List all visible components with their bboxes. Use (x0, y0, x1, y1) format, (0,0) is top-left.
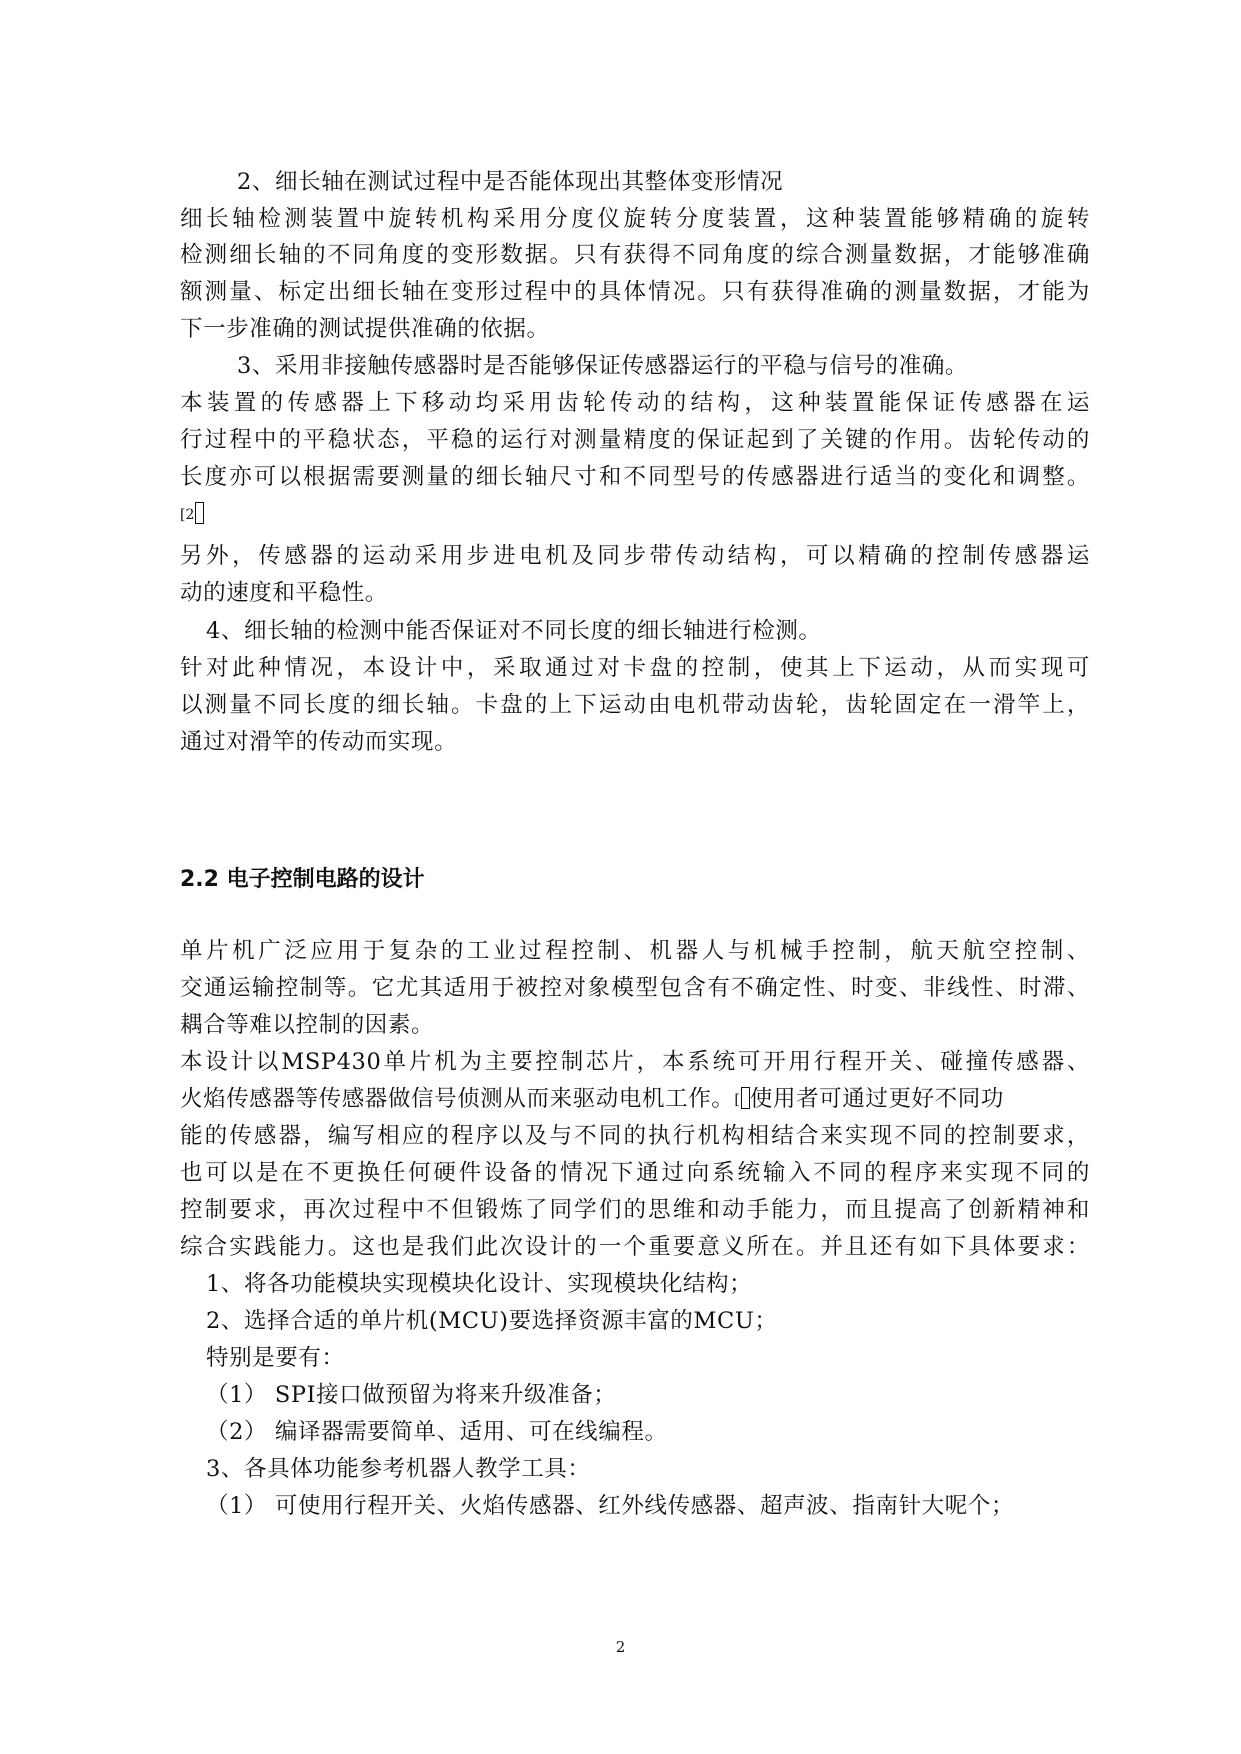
paragraph-segment: 火焰传感器等传感器做信号侦测从而来驱动电机工作。 (180, 1086, 735, 1112)
list-item: 3、各具体功能参考机器人教学工具： (206, 1456, 591, 1482)
paragraph-line: 检测细长轴的不同角度的变形数据。只有获得不同角度的综合测量数据，才能够准确 (180, 242, 1090, 268)
citation-reference (180, 499, 204, 530)
paragraph-line: 耦合等难以控制的因素。 (180, 1012, 435, 1038)
paragraph-line: 综合实践能力。这也是我们此次设计的一个重要意义所在。并且还有如下具体要求： (180, 1234, 1090, 1260)
section-heading: 2.2 电子控制电路的设计 (180, 867, 425, 892)
paragraph-line: 单片机广泛应用于复杂的工业过程控制、机器人与机械手控制，航天航空控制、 (180, 938, 1090, 964)
paragraph-segment: 使用者可通过更好不同功 (749, 1086, 1004, 1112)
paragraph-line: 能的传感器，编写相应的程序以及与不同的执行机构相结合来实现不同的控制要求， (180, 1123, 1090, 1149)
paragraph-line: 额测量、标定出细长轴在变形过程中的具体情况。只有获得准确的测量数据，才能为 (180, 279, 1090, 305)
paragraph-line: 交通运输控制等。它尤其适用于被控对象模型包含有不确定性、时变、非线性、时滞、 (180, 975, 1090, 1001)
paragraph-line-with-citation (180, 1084, 1004, 1115)
paragraph-line: 通过对滑竿的传动而实现。 (180, 729, 458, 755)
paragraph-line: 细长轴检测装置中旋转机构采用分度仪旋转分度装置，这种装置能够精确的旋转 (180, 206, 1090, 232)
list-item: （1） SPI接口做预留为将来升级准备； (206, 1382, 617, 1408)
page-number: 2 (615, 1638, 626, 1656)
citation-mark: [ (734, 1092, 740, 1108)
list-item: （1） 可使用行程开关、火焰传感器、红外线传感器、超声波、指南针大呢个； (206, 1493, 1015, 1519)
list-item: （2） 编译器需要简单、适用、可在线编程。 (206, 1419, 668, 1445)
paragraph-line: 也可以是在不更换任何硬件设备的情况下通过向系统输入不同的程序来实现不同的 (180, 1160, 1090, 1186)
paragraph-line: 本装置的传感器上下移动均采用齿轮传动的结构，这种装置能保证传感器在运 (180, 390, 1090, 416)
paragraph-line: 动的速度和平稳性。 (180, 580, 388, 606)
item-4-title: 4、细长轴的检测中能否保证对不同长度的细长轴进行检测。 (206, 618, 822, 644)
paragraph-line: 长度亦可以根据需要测量的细长轴尺寸和不同型号的传感器进行适当的变化和调整。 (180, 464, 1090, 490)
item-3-title: 3、采用非接触传感器时是否能够保证传感器运行的平稳与信号的准确。 (237, 353, 969, 379)
list-item: 1、将各功能模块实现模块化设计、实现模块化结构； (206, 1271, 753, 1297)
paragraph-line: 本设计以MSP430单片机为主要控制芯片，本系统可开用行程开关、碰撞传感器、 (180, 1049, 1090, 1075)
list-item: 特别是要有： (206, 1345, 345, 1371)
paragraph-line: 以测量不同长度的细长轴。卡盘的上下运动由电机带动齿轮，齿轮固定在一滑竿上， (180, 692, 1090, 718)
paragraph-line: 下一步准确的测试提供准确的依据。 (180, 316, 550, 342)
paragraph-line: 另外，传感器的运动采用步进电机及同步带传动结构，可以精确的控制传感器运 (180, 543, 1090, 569)
paragraph-line: 控制要求，再次过程中不但锻炼了同学们的思维和动手能力，而且提高了创新精神和 (180, 1197, 1090, 1223)
list-item: 2、选择合适的单片机(MCU)要选择资源丰富的MCU； (206, 1308, 778, 1334)
missing-glyph-box (195, 502, 204, 524)
paragraph-line: 针对此种情况，本设计中，采取通过对卡盘的控制，使其上下运动，从而实现可 (180, 655, 1090, 681)
missing-glyph-box (741, 1087, 750, 1109)
item-2-title: 2、细长轴在测试过程中是否能体现出其整体变形情况 (237, 169, 784, 195)
paragraph-line: 行过程中的平稳状态，平稳的运行对测量精度的保证起到了关键的作用。齿轮传动的 (180, 427, 1090, 453)
citation-mark: [2 (180, 507, 195, 523)
